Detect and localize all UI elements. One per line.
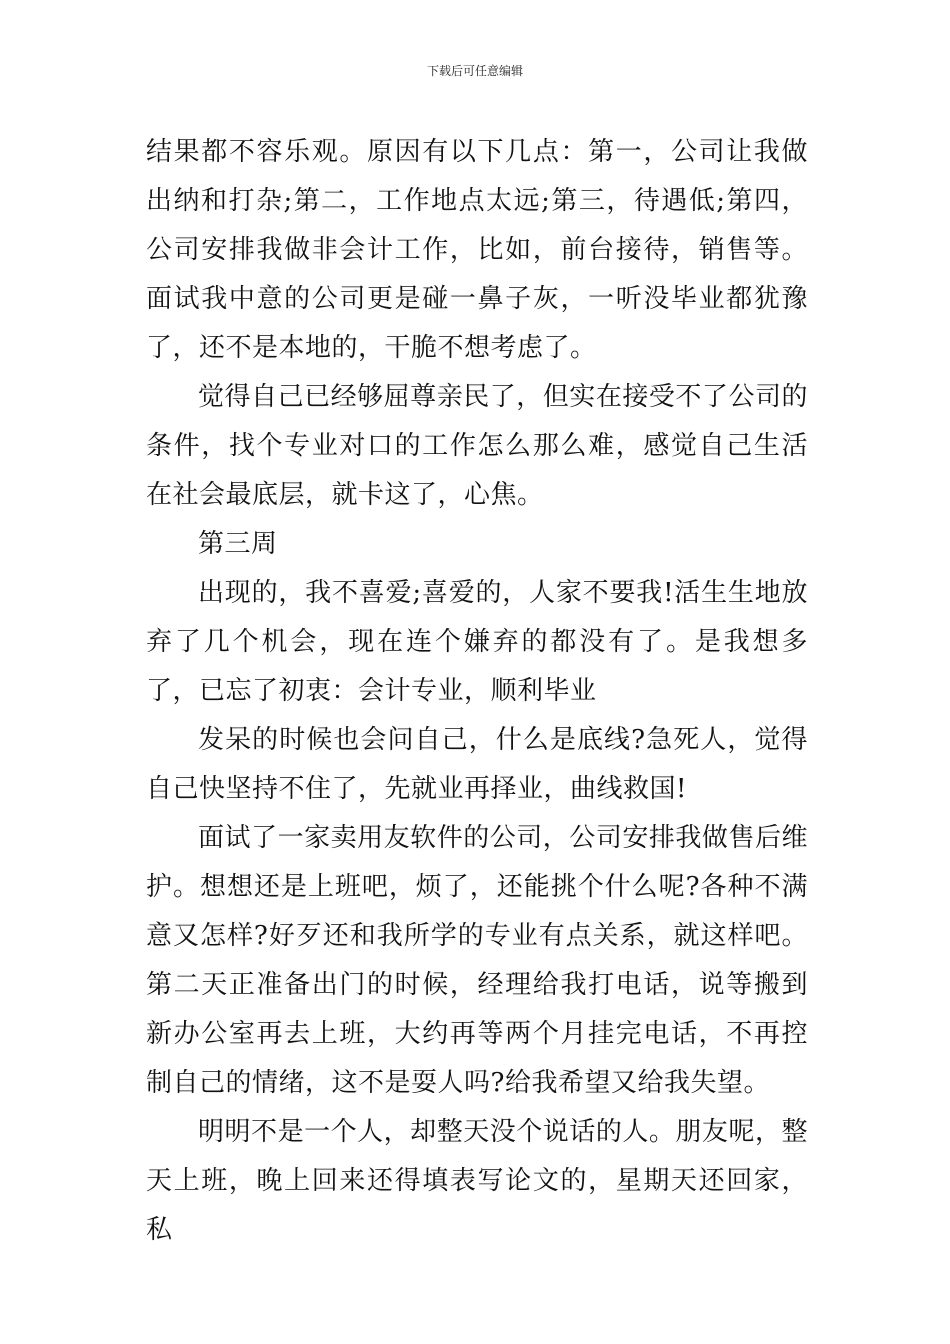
paragraph: 明明不是一个人，却整天没个说话的人。朋友呢，整天上班，晚上回来还得填表写论文的，星期天还回家，私 xyxy=(146,1117,808,1245)
paragraph: 面试了一家卖用友软件的公司，公司安排我做售后维护。想想还是上班吧，烦了，还能挑个什么呢?各种不满意又怎样?好歹还和我所学的专业有点关系，就这样吧。第二天正准备出门的时候，经理给我打电话，说等搬到新办公室再去上班，大约再等两个月挂完电话，不再控制自己的情绪，这不是耍人吗?给我希望又给我失望。 xyxy=(146,823,808,1098)
document-body xyxy=(146,128,808,1255)
section-heading-week-three: 第三周 xyxy=(198,529,278,559)
page-header: 下载后可任意编辑 xyxy=(426,64,523,78)
paragraph: 发呆的时候也会问自己，什么是底线?急死人，觉得自己快坚持不住了，先就业再择业，曲线救国! xyxy=(146,725,808,804)
paragraph: 觉得自己已经够屈尊亲民了，但实在接受不了公司的条件，找个专业对口的工作怎么那么难，感觉自己生活在社会最底层，就卡这了，心焦。 xyxy=(146,382,808,510)
paragraph-continued: 结果都不容乐观。原因有以下几点：第一，公司让我做出纳和打杂;第二，工作地点太远;第三，待遇低;第四，公司安排我做非会计工作，比如，前台接待，销售等。面试我中意的公司更是碰一鼻子灰，一听没毕业都犹豫了，还不是本地的，干脆不想考虑了。 xyxy=(146,137,808,363)
paragraph: 出现的，我不喜爱;喜爱的，人家不要我!活生生地放弃了几个机会，现在连个嫌弃的都没有了。是我想多了，已忘了初衷：会计专业，顺利毕业 xyxy=(146,578,808,706)
